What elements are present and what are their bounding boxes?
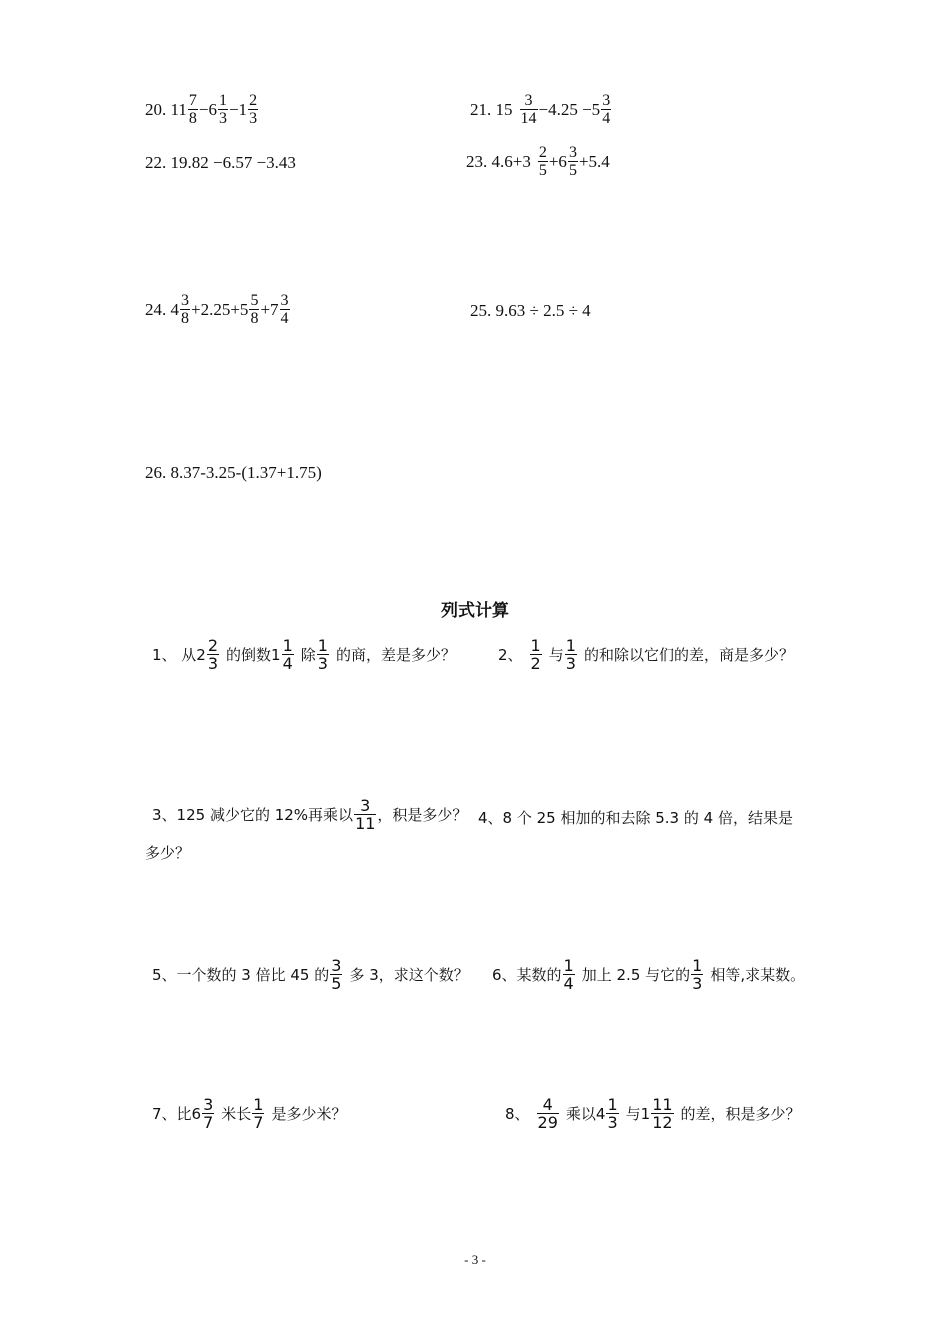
p20-text-2: −1 xyxy=(228,99,248,119)
q1-fraction-3: $\frac{1}{3}$ xyxy=(317,636,328,673)
q2-text-a: 2、 xyxy=(498,646,523,664)
q2-fraction-2: $\frac{1}{3}$ xyxy=(565,636,576,673)
q8-fraction-1: $\frac{4}{29}$ xyxy=(537,1095,558,1132)
p24-label: 24. 4 xyxy=(145,299,179,319)
word-problem-3 xyxy=(152,797,467,832)
q8-text-b: 乘以4 xyxy=(565,1105,606,1123)
q3-fraction-1: $\frac{3}{11}$ xyxy=(355,796,376,833)
q1-text-c: 除 xyxy=(300,646,316,664)
q8-text-d: 的差，积是多少？ xyxy=(680,1105,801,1123)
p24-fraction-3: $\frac{3}{4}$ xyxy=(280,292,289,327)
q6-fraction-1: $\frac{1}{4}$ xyxy=(563,956,574,993)
q6-text-b: 加上 2.5 与它的 xyxy=(581,966,691,984)
p23-fraction-1: $\frac{2}{5}$ xyxy=(538,144,547,179)
p24-text-2: +7 xyxy=(260,299,279,319)
p25-text: 25. 9.63 ÷ 2.5 ÷ 4 xyxy=(470,301,591,320)
word-problem-2 xyxy=(498,637,794,672)
q1-text-d: 的商，差是多少？ xyxy=(335,646,456,664)
p21-text-1: −4.25 −5 xyxy=(538,99,601,119)
q5-text-b: 多 3，求这个数？ xyxy=(349,966,469,984)
word-problem-continuation xyxy=(145,842,190,863)
word-problem-6 xyxy=(492,957,805,992)
word-problem-4 xyxy=(478,807,793,828)
section-title: 列式计算 xyxy=(441,601,509,621)
problem-26 xyxy=(145,463,322,483)
p20-fraction-3: $\frac{2}{3}$ xyxy=(249,92,258,127)
p20-fraction-2: $\frac{1}{3}$ xyxy=(218,92,227,127)
p26-text: 26. 8.37-3.25-(1.37+1.75) xyxy=(145,463,322,482)
q7-fraction-2: $\frac{1}{7}$ xyxy=(253,1095,264,1132)
q2-text-c: 的和除以它们的差，商是多少？ xyxy=(583,646,794,664)
q8-fraction-2: $\frac{1}{3}$ xyxy=(607,1095,618,1132)
q6-text-c: 相等,求某数。 xyxy=(710,966,806,984)
q3-text-a: 3、125 减少它的 12%再乘以 xyxy=(152,806,354,824)
problem-25 xyxy=(470,301,591,321)
p21-fraction-1: $\frac{3}{14}$ xyxy=(520,92,537,127)
p21-fraction-2: $\frac{3}{4}$ xyxy=(602,92,611,127)
p20-fraction-1: $\frac{7}{8}$ xyxy=(188,92,197,127)
p24-fraction-1: $\frac{3}{8}$ xyxy=(181,292,189,327)
page-number: - 3 - xyxy=(464,1252,486,1267)
q1-text-a: 1、 从2 xyxy=(152,646,206,664)
word-problem-7 xyxy=(152,1096,347,1131)
q6-fraction-2: $\frac{1}{3}$ xyxy=(692,956,703,993)
q1-fraction-1: $\frac{2}{3}$ xyxy=(207,636,219,673)
word-problem-1 xyxy=(152,637,456,672)
q7-text-b: 米长 xyxy=(221,1105,252,1123)
q3-text-b: ，积是多少？ xyxy=(377,806,468,824)
p23-fraction-2: $\frac{3}{5}$ xyxy=(568,144,577,179)
p23-label: 23. 4.6+3 xyxy=(466,151,531,171)
word-problem-5 xyxy=(152,957,469,992)
q2-text-b: 与 xyxy=(548,646,564,664)
problem-24 xyxy=(145,292,291,327)
p22-text: 22. 19.82 −6.57 −3.43 xyxy=(145,153,296,172)
q1-fraction-2: $\frac{1}{4}$ xyxy=(282,636,293,673)
q3-q4-cont-text: 多少？ xyxy=(145,844,191,862)
q8-text-c: 与1 xyxy=(625,1105,651,1123)
problem-20 xyxy=(145,92,259,127)
q1-text-b: 的倒数1 xyxy=(226,646,281,664)
problem-22 xyxy=(145,153,296,173)
q5-text-a: 5、一个数的 3 倍比 45 的 xyxy=(152,966,330,984)
q7-text-a: 7、比6 xyxy=(152,1105,202,1123)
p24-text-1: +2.25+5 xyxy=(191,299,249,319)
q7-fraction-1: $\frac{3}{7}$ xyxy=(203,1095,214,1132)
q8-text-a: 8、 xyxy=(505,1105,530,1123)
word-problem-8 xyxy=(505,1096,801,1131)
q6-text-a: 6、某数的 xyxy=(492,966,562,984)
problem-23 xyxy=(466,144,610,179)
p23-text-2: +5.4 xyxy=(578,151,610,171)
q2-fraction-1: $\frac{1}{2}$ xyxy=(530,636,541,673)
p20-text-1: −6 xyxy=(198,99,217,119)
q7-text-c: 是多少米？ xyxy=(271,1105,347,1123)
p24-fraction-2: $\frac{5}{8}$ xyxy=(250,292,259,327)
q5-fraction-1: $\frac{3}{5}$ xyxy=(331,956,342,993)
problem-21 xyxy=(470,92,612,127)
p21-label: 21. 15 xyxy=(470,99,513,119)
q4-text-a: 4、8 个 25 相加的和去除 5.3 的 4 倍，结果是 xyxy=(478,809,793,827)
p23-text-1: +6 xyxy=(548,151,567,171)
p20-label: 20. 11 xyxy=(145,99,187,119)
q8-fraction-3: $\frac{11}{12}$ xyxy=(652,1095,673,1132)
